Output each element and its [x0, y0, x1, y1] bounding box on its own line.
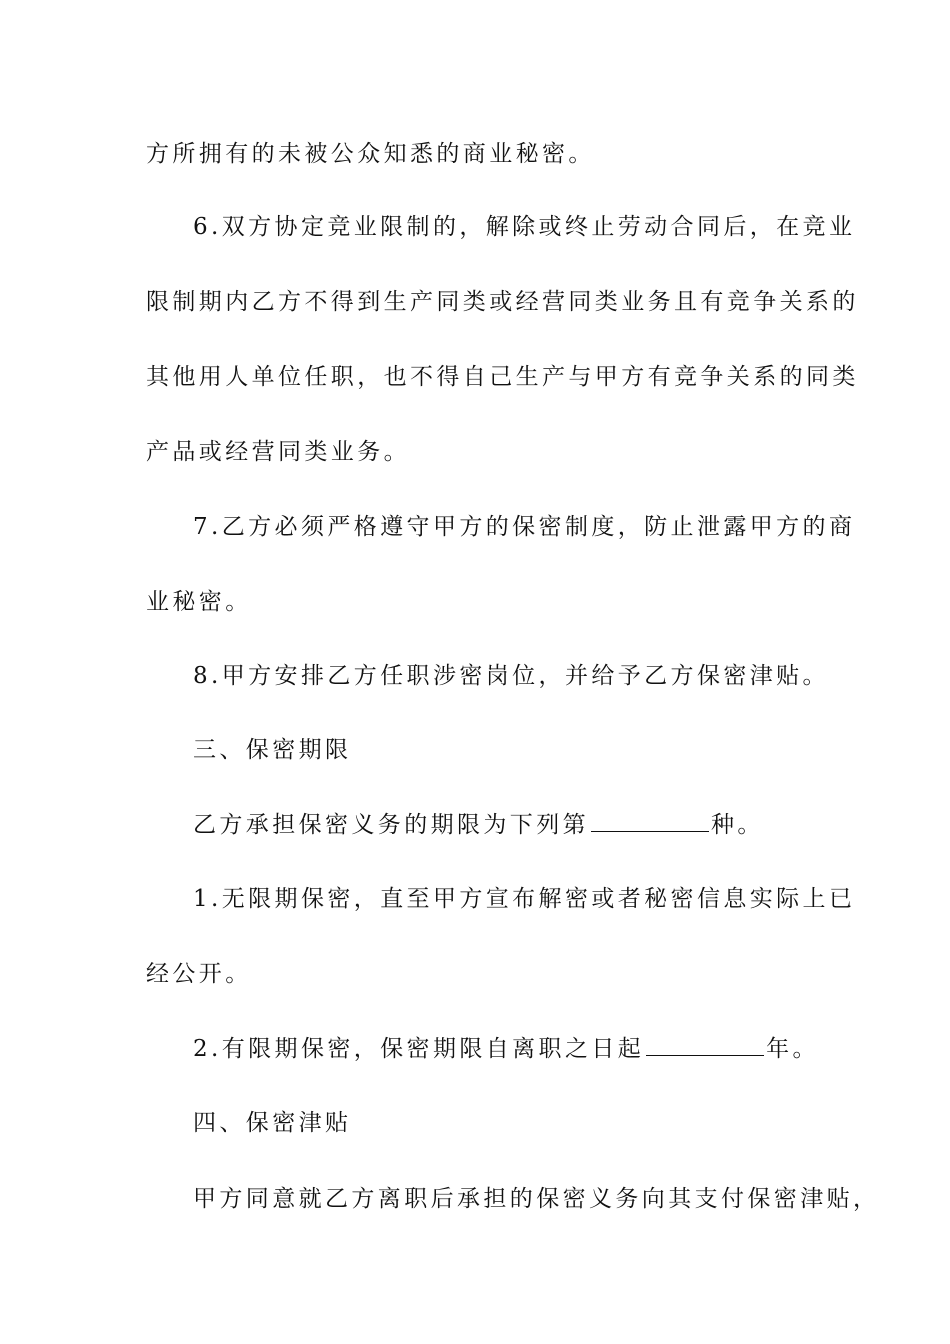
term-clause-line	[193, 810, 764, 840]
clause-7-line: 7.乙方必须严格遵守甲方的保密制度，防止泄露甲方的商	[193, 514, 856, 540]
limited-clause-suffix: 年。	[766, 1036, 819, 1062]
clause-6-line: 6.双方协定竞业限制的，解除或终止劳动合同后，在竞业	[193, 214, 856, 240]
clause-8-line: 8.甲方安排乙方任职涉密岗位，并给予乙方保密津贴。	[193, 663, 829, 689]
limited-clause-text: 2.有限期保密，保密期限自离职之日起	[193, 1036, 645, 1062]
allowance-clause-line: 甲方同意就乙方离职后承担的保密义务向其支付保密津贴，	[193, 1186, 880, 1212]
fill-in-blank-years[interactable]	[646, 1035, 764, 1056]
term-clause-text: 乙方承担保密义务的期限为下列第	[193, 812, 589, 838]
term-clause-suffix: 种。	[711, 812, 764, 838]
paragraph-line: 业秘密。	[146, 589, 252, 615]
fill-in-blank-term-option[interactable]	[591, 811, 709, 832]
paragraph-line: 方所拥有的未被公众知悉的商业秘密。	[146, 141, 595, 167]
paragraph-line: 限制期内乙方不得到生产同类或经营同类业务且有竞争关系的	[146, 289, 859, 315]
clause-1-line: 1.无限期保密，直至甲方宣布解密或者秘密信息实际上已	[193, 886, 856, 912]
section-heading-allowance: 四、保密津贴	[193, 1110, 352, 1136]
paragraph-line: 产品或经营同类业务。	[146, 439, 410, 465]
paragraph-line: 经公开。	[146, 961, 252, 987]
limited-clause-line	[193, 1034, 819, 1064]
paragraph-line: 其他用人单位任职，也不得自己生产与甲方有竞争关系的同类	[146, 364, 859, 390]
section-heading-term: 三、保密期限	[193, 737, 352, 763]
